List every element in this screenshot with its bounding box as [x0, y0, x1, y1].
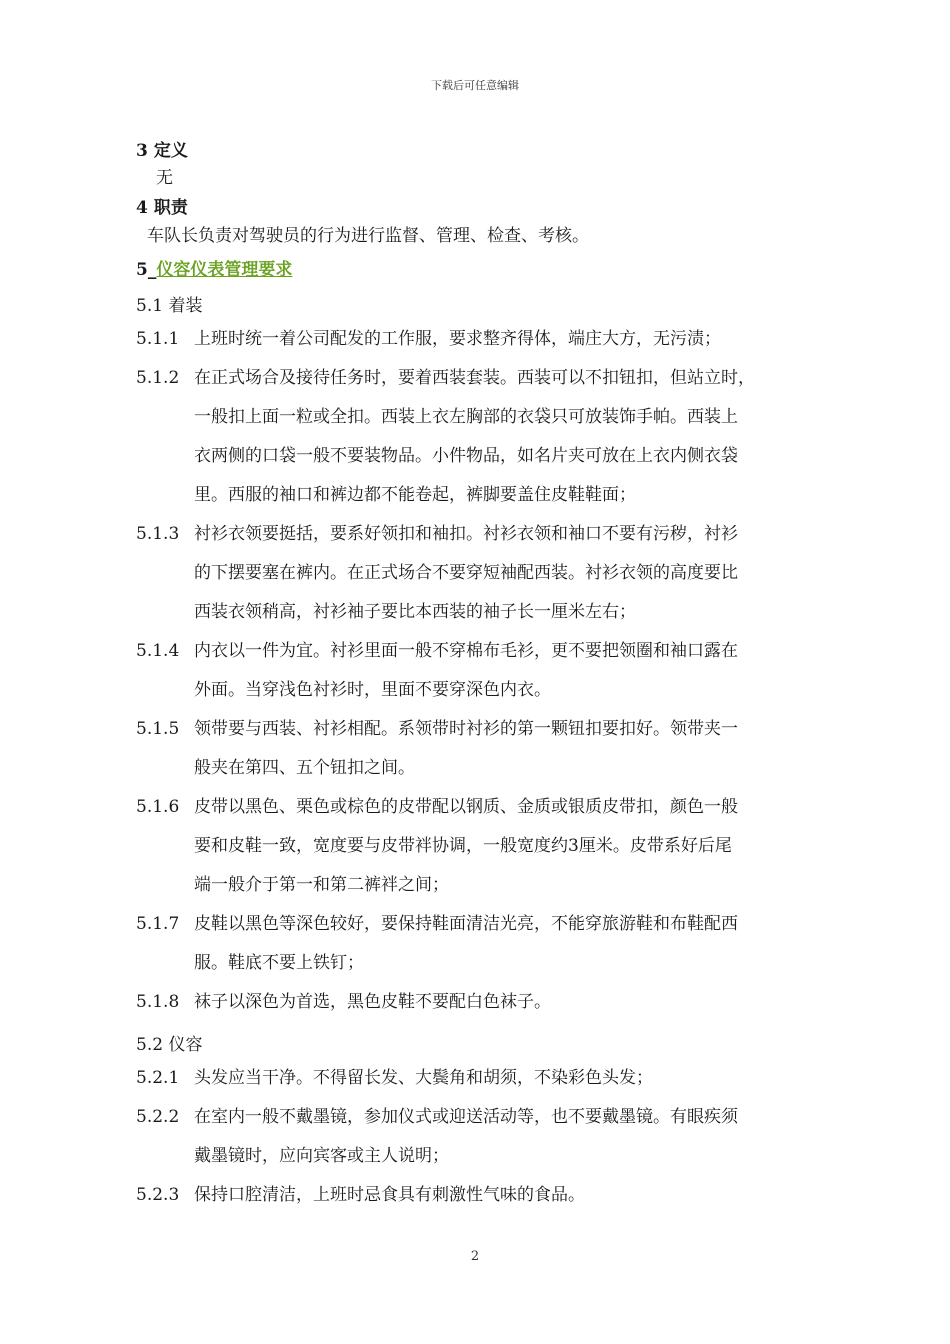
- clause-line: 内衣以一件为宜。衬衫里面一般不穿棉布毛衫，更不要把领圈和袖口露在: [194, 641, 738, 661]
- clause-line: 般夹在第四、五个钮扣之间。: [194, 758, 415, 778]
- clause-line: 领带要与西装、衬衫相配。系领带时衬衫的第一颗钮扣要扣好。领带夹一: [194, 719, 738, 739]
- clause-item: [136, 1059, 816, 1098]
- clause-line: 服。鞋底不要上铁钉；: [194, 953, 364, 973]
- section-4-body: 车队长负责对驾驶员的行为进行监督、管理、检查、考核。: [147, 226, 589, 246]
- clause-item: [136, 983, 816, 1022]
- clause-line: 的下摆要塞在裤内。在正式场合不要穿短袖配西装。衬衫衣领的高度要比: [194, 563, 738, 583]
- section-5-title: 仪容仪表管理要求: [156, 260, 293, 280]
- clause-number: 5.1.8: [136, 992, 180, 1012]
- subsection-5-1-heading: 5.1 着装: [136, 296, 203, 316]
- clause-item: [136, 710, 816, 788]
- clause-text: [194, 788, 816, 905]
- section-3-body: 无: [156, 168, 173, 188]
- clause-number: 5.1.6: [136, 797, 180, 817]
- clause-item: [136, 632, 816, 710]
- clause-line: 外面。当穿浅色衬衫时，里面不要穿深色内衣。: [194, 680, 551, 700]
- clause-line: 端一般介于第一和第二裤袢之间；: [194, 875, 449, 895]
- section-5-number: 5: [136, 260, 148, 280]
- section-4-title: 职责: [153, 198, 188, 218]
- clause-text: [194, 320, 816, 359]
- clause-item: [136, 788, 816, 905]
- clause-line: 要和皮鞋一致，宽度要与皮带袢协调，一般宽度约3厘米。皮带系好后尾: [194, 836, 732, 856]
- clause-number: 5.2.3: [136, 1185, 180, 1205]
- page-header: 下载后可任意编辑: [431, 79, 519, 92]
- clause-text: [194, 632, 816, 710]
- clause-text: [194, 710, 816, 788]
- section-5-heading: [136, 255, 292, 280]
- clause-line: 里。西服的袖口和裤边都不能卷起，裤脚要盖住皮鞋鞋面；: [194, 485, 636, 505]
- clause-item: [136, 515, 816, 632]
- clause-number: 5.1.4: [136, 641, 180, 661]
- clause-item: [136, 1176, 816, 1215]
- clause-text: [194, 1098, 816, 1176]
- clause-line: 皮带以黑色、栗色或棕色的皮带配以钢质、金质或银质皮带扣，颜色一般: [194, 797, 738, 817]
- clause-number: 5.2.1: [136, 1068, 180, 1088]
- section-3-heading: [136, 136, 188, 161]
- clause-number: 5.1.3: [136, 524, 180, 544]
- clause-number: 5.1.1: [136, 329, 180, 349]
- clause-line: 在室内一般不戴墨镜，参加仪式或迎送活动等，也不要戴墨镜。有眼疾须: [194, 1107, 738, 1127]
- clause-text: [194, 905, 816, 983]
- clause-line: 衬衫衣领要挺括，要系好领扣和袖扣。衬衫衣领和袖口不要有污秽，衬衫: [194, 524, 738, 544]
- clause-line: 袜子以深色为首选，黑色皮鞋不要配白色袜子。: [194, 992, 551, 1012]
- clause-number: 5.1.7: [136, 914, 180, 934]
- page-number: 2: [470, 1249, 480, 1264]
- clause-item: [136, 359, 816, 515]
- section-4-heading: [136, 193, 188, 218]
- clause-line: 西装衣领稍高，衬衫袖子要比本西装的袖子长一厘米左右；: [194, 602, 636, 622]
- clause-line: 一般扣上面一粒或全扣。西装上衣左胸部的衣袋只可放装饰手帕。西装上: [194, 407, 738, 427]
- clause-number: 5.1.5: [136, 719, 180, 739]
- clause-text: [194, 515, 816, 632]
- clause-line: 上班时统一着公司配发的工作服，要求整齐得体，端庄大方，无污渍；: [194, 329, 721, 349]
- clause-number: 5.2.2: [136, 1107, 180, 1127]
- clause-line: 在正式场合及接待任务时，要着西装套装。西装可以不扣钮扣，但站立时，: [194, 368, 755, 388]
- clause-item: [136, 1098, 816, 1176]
- clause-line: 衣两侧的口袋一般不要装物品。小件物品，如名片夹可放在上衣内侧衣袋: [194, 446, 738, 466]
- clause-text: [194, 1176, 816, 1215]
- clause-line: 头发应当干净。不得留长发、大鬓角和胡须，不染彩色头发；: [194, 1068, 653, 1088]
- section-3-number: 3: [136, 141, 148, 161]
- clause-text: [194, 983, 816, 1022]
- clause-number: 5.1.2: [136, 368, 180, 388]
- clause-item: [136, 905, 816, 983]
- clause-item: [136, 320, 816, 359]
- clause-line: 戴墨镜时，应向宾客或主人说明；: [194, 1146, 449, 1166]
- clause-text: [194, 359, 816, 515]
- clause-line: 保持口腔清洁，上班时忌食具有刺激性气味的食品。: [194, 1185, 585, 1205]
- subsection-5-2-heading: 5.2 仪容: [136, 1035, 203, 1055]
- section-3-title: 定义: [153, 141, 188, 161]
- section-5-underscore: _: [147, 260, 157, 280]
- section-4-number: 4: [136, 198, 148, 218]
- clause-line: 皮鞋以黑色等深色较好，要保持鞋面清洁光亮，不能穿旅游鞋和布鞋配西: [194, 914, 738, 934]
- clause-text: [194, 1059, 816, 1098]
